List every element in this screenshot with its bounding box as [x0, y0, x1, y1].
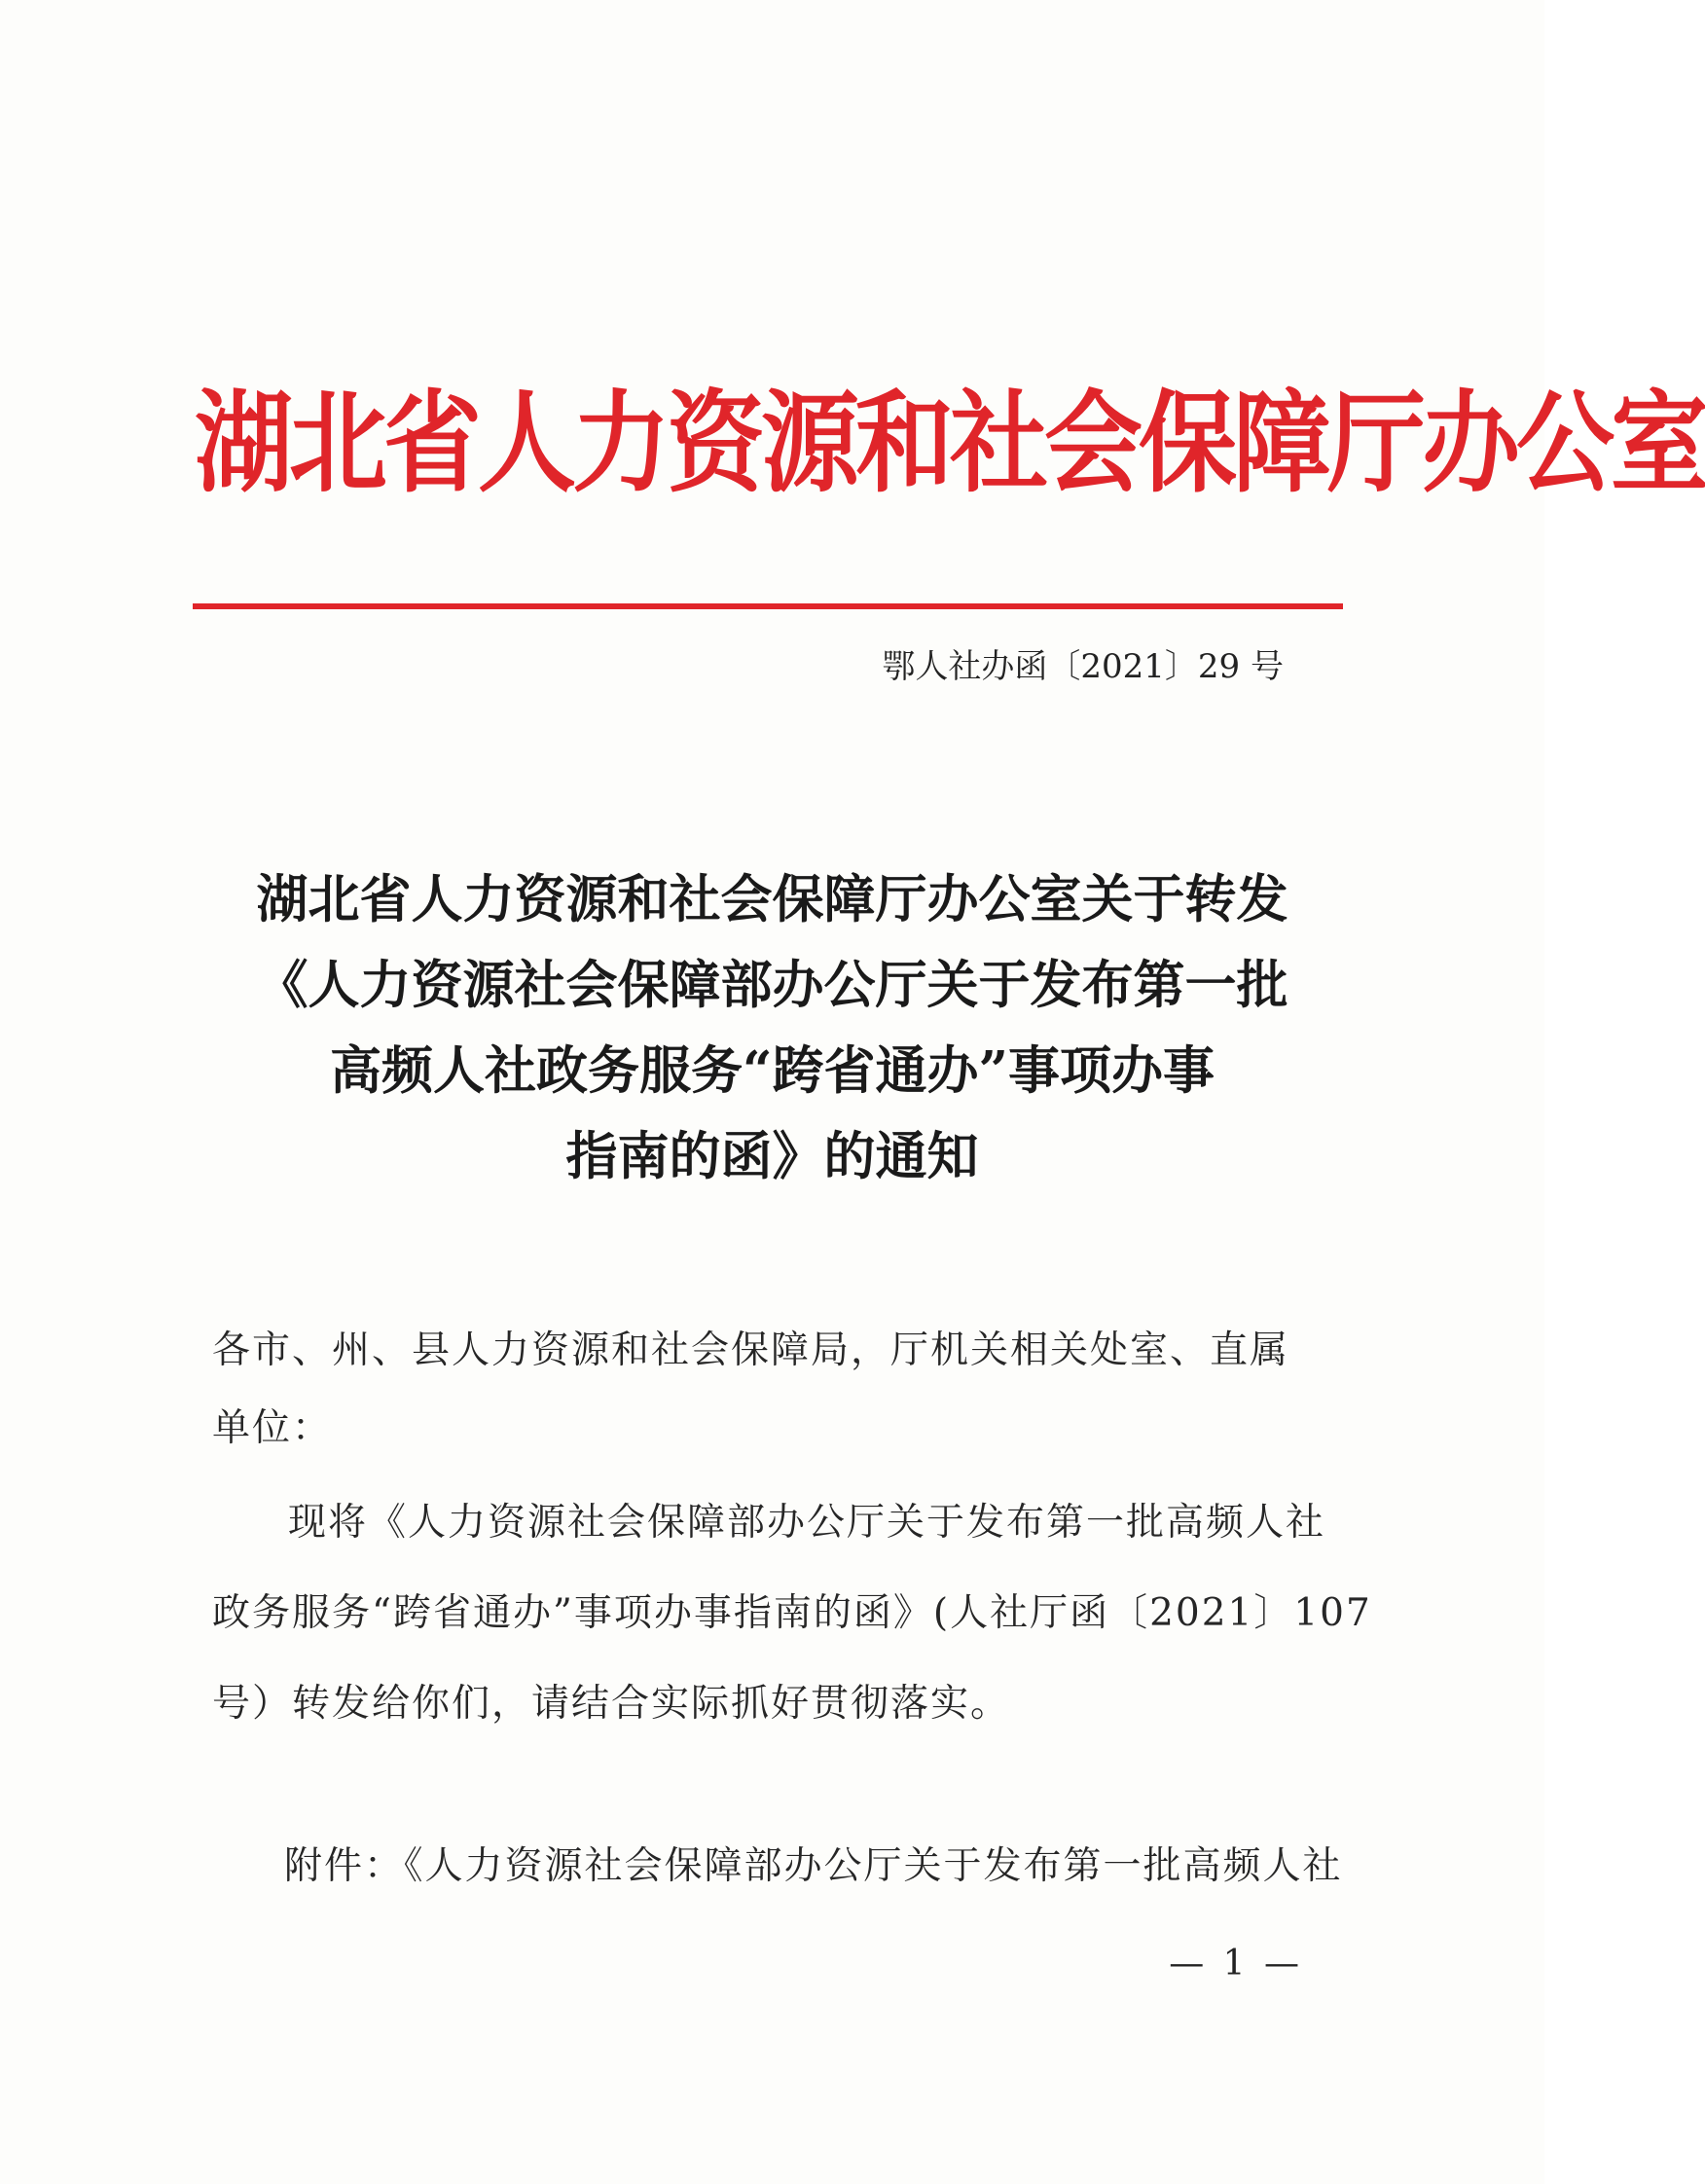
title-line: 湖北省人力资源和社会保障厅办公室关于转发	[256, 869, 1288, 929]
title-line: 《人力资源社会保障部办公厅关于发布第一批	[256, 955, 1288, 1015]
document-number: 鄂人社办函〔2021〕29 号	[882, 647, 1284, 686]
title-line: 指南的函》的通知	[565, 1126, 979, 1186]
body-line: 政务服务“跨省通办”事项办事指南的函》(人社厅函〔2021〕107	[212, 1591, 1372, 1635]
salutation	[212, 1312, 1312, 1468]
title-line: 高频人社政务服务“跨省通办”事项办事	[330, 1040, 1215, 1101]
body-line: 现将《人力资源社会保障部办公厅关于发布第一批高频人社	[288, 1501, 1326, 1545]
body-paragraph	[212, 1477, 1372, 1749]
red-separator-line	[193, 603, 1343, 609]
body-line: 号）转发给你们，请结合实际抓好贯彻落实。	[212, 1682, 1011, 1726]
issuing-organization-header: 湖北省人力资源和社会保障厅办公室	[195, 379, 1705, 508]
salutation-line: 各市、州、县人力资源和社会保障局，厅机关相关处室、直属	[212, 1329, 1290, 1372]
salutation-line: 单位：	[212, 1406, 333, 1450]
attachment-line: 附件：《人力资源社会保障部办公厅关于发布第一批高频人社	[284, 1844, 1343, 1888]
document-title	[185, 856, 1360, 1199]
page-number: — 1 —	[1169, 1944, 1303, 1984]
